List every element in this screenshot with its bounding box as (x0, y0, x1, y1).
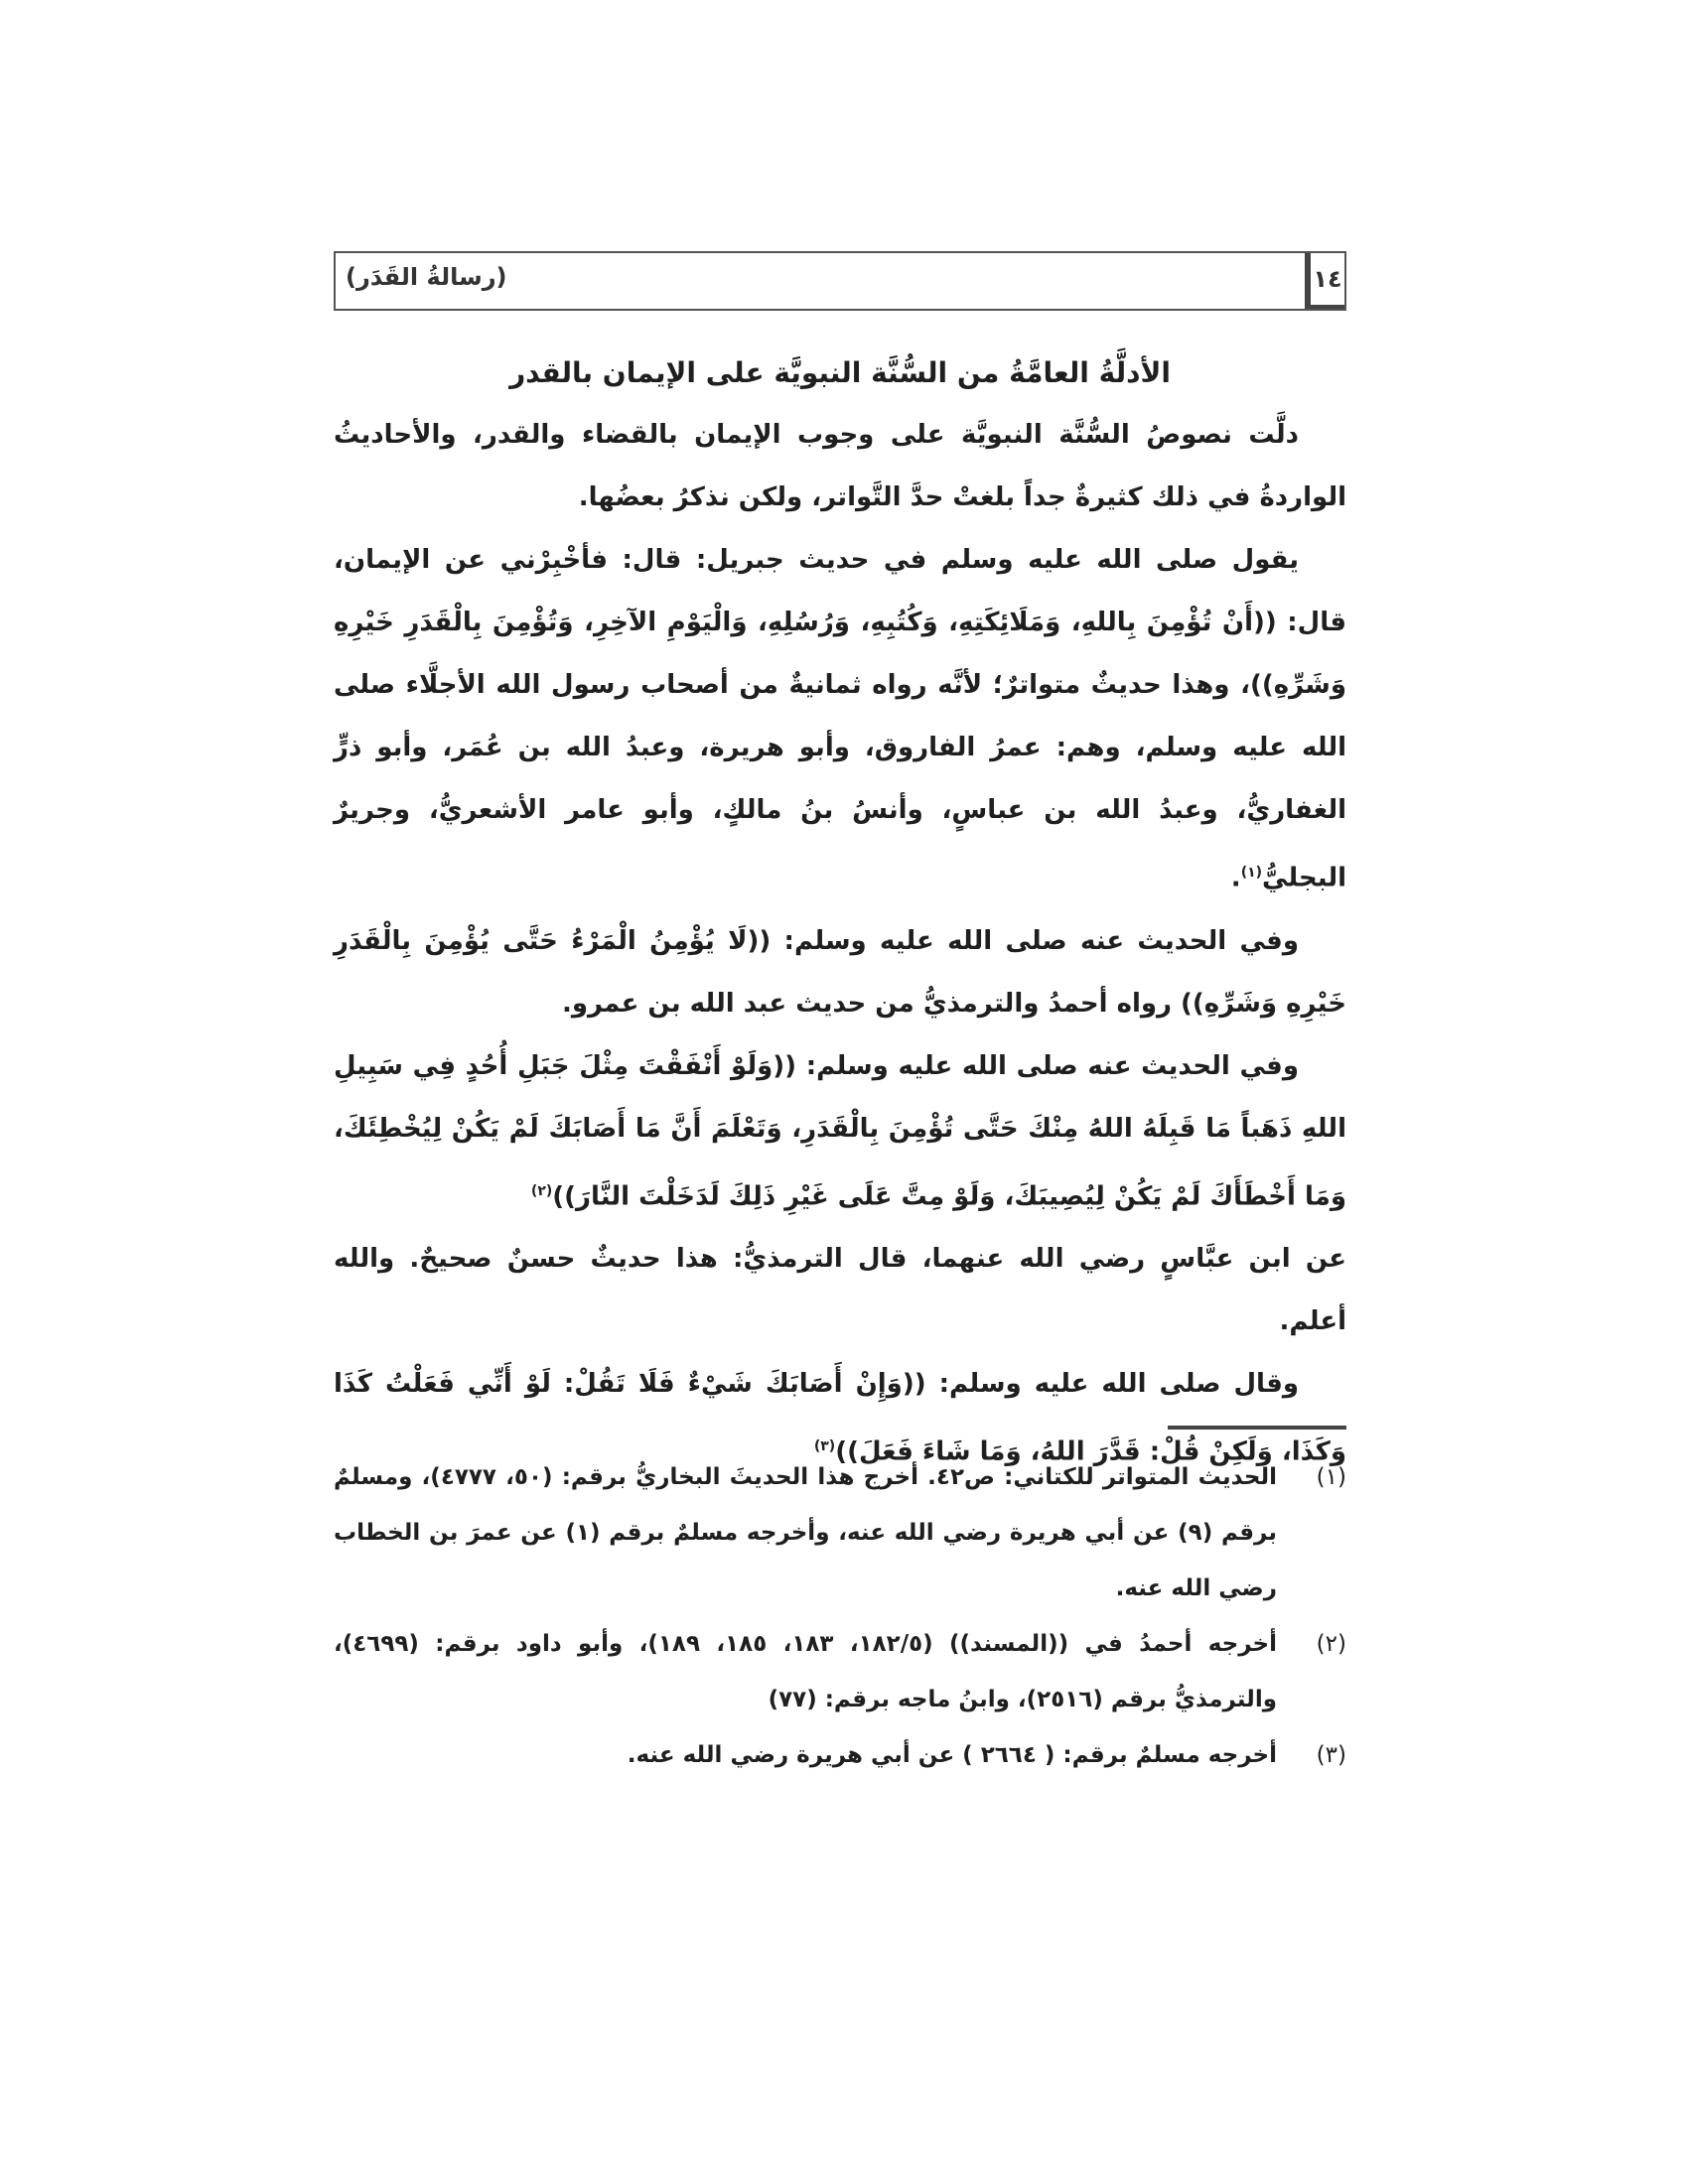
footnote-text: أخرجه أحمدُ في ((المسند)) (١٨٢/٥، ١٨٣، ١٨٥، ١٨٩)، وأبو داود برقم: (٤٦٩٩)، والترمذيُّ برقم (٢٥١٦)، وابنُ ماجه برقم: (٧٧) (334, 1631, 1277, 1712)
footnote-number: (٢) (1316, 1631, 1346, 1657)
footnote-marker[interactable]: (١) (1240, 865, 1263, 881)
punctuation: . (1230, 863, 1241, 893)
paragraph (334, 1228, 1346, 1353)
footnote-marker[interactable]: (٣) (813, 1438, 836, 1455)
paragraph-text: يقول صلى الله عليه وسلم في حديث جبريل: قال: فأخْبِرْني عن الإيمان، قال: ((أَنْ تُؤْمِنَ بِاللهِ، وَمَلَائِكَتِهِ، وَكُتُبِهِ، وَرُسُلِهِ، وَالْيَوْمِ الآخِرِ، وَتُؤْمِنَ بِالْقَدَرِ خَيْرِهِ وَشَرِّهِ))، وهذا حديثٌ متواترٌ؛ لأنَّه رواه ثمانيةٌ من أصحاب رسول الله الأجلَّاء صلى الله عليه وسلم، وهم: عمرُ الفاروق، وأبو هريرة، وعبدُ الله بن عُمَر، وأبو ذرٍّ الغفاريُّ، وعبدُ الله بن عباسٍ، وأنسُ بنُ مالكٍ، وأبو عامر الأشعريُّ، وجريرٌ البجليُّ (334, 545, 1346, 893)
footnote-number: (١) (1316, 1464, 1346, 1490)
main-content (334, 342, 1346, 1484)
page-number: ١٤ (1305, 253, 1344, 309)
footnotes (334, 1449, 1346, 1783)
footnote-text: الحديث المتواتر للكتاني: ص٤٢. أخرج هذا الحديثَ البخاريُّ برقم: (٥٠، ٤٧٧٧)، ومسلمٌ برقم (٩) عن أبي هريرة رضي الله عنه، وأخرجه مسلمٌ برقم (١) عن عمرَ بن الخطاب رضي الله عنه. (334, 1464, 1277, 1601)
paragraph-text: دلَّت نصوصُ السُّنَّة النبويَّة على وجوب الإيمان بالقضاء والقدر، والأحاديثُ الواردةُ في ذلك كثيرةٌ جداً بلغتْ حدَّ التَّواتر، ولكن نذكرُ بعضُها. (334, 420, 1346, 512)
footnote-divider (1168, 1426, 1346, 1430)
paragraph (334, 1035, 1346, 1229)
footnote-item (334, 1727, 1346, 1783)
footnote-item (334, 1449, 1346, 1616)
footnote-number: (٣) (1316, 1742, 1346, 1768)
paragraph (334, 910, 1346, 1035)
section-title: الأدلَّةُ العامَّةُ من السُّنَّة النبويَّة على الإيمان بالقدر (509, 356, 1171, 389)
paragraph-text: عن ابن عبَّاسٍ رضي الله عنهما، قال الترمذيُّ: هذا حديثٌ حسنٌ صحيحٌ. والله أعلم. (334, 1244, 1346, 1337)
paragraph-text: وفي الحديث عنه صلى الله عليه وسلم: ((لَا يُؤْمِنُ الْمَرْءُ حَتَّى يُؤْمِنَ بِالْقَدَرِ خَيْرِهِ وَشَرِّهِ)) رواه أحمدُ والترمذيُّ من حديث عبد الله بن عمرو. (334, 925, 1346, 1019)
paragraph (334, 529, 1346, 910)
page-header (334, 251, 1346, 311)
paragraph-text: وقال صلى الله عليه وسلم: ((وَإِنْ أَصَابَكَ شَيْءٌ فَلَا تَقُلْ: لَوْ أَنِّي فَعَلْتُ كَذَا وَكَذَا، وَلَكِنْ قُلْ: قَدَّرَ اللهُ، وَمَا شَاءَ فَعَلَ)) (334, 1369, 1346, 1467)
footnote-text: أخرجه مسلمٌ برقم: ( ٢٦٦٤ ) عن أبي هريرة رضي الله عنه. (627, 1742, 1277, 1768)
footnote-item (334, 1616, 1346, 1727)
footnote-marker[interactable]: (٢) (530, 1182, 553, 1199)
running-title: (رسالةُ القَدَر) (346, 263, 507, 291)
paragraph-text: وفي الحديث عنه صلى الله عليه وسلم: ((وَلَوْ أَنْفَقْتَ مِثْلَ جَبَلِ أُحُدٍ فِي سَبِيلِ اللهِ ذَهَباً مَا قَبِلَهُ اللهُ مِنْكَ حَتَّى تُؤْمِنَ بِالْقَدَرِ، وَتَعْلَمَ أَنَّ مَا أَصَابَكَ لَمْ يَكُنْ لِيُخْطِئَكَ، وَمَا أَخْطَأَكَ لَمْ يَكُنْ لِيُصِيبَكَ، وَلَوْ مِتَّ عَلَى غَيْرِ ذَلِكَ لَدَخَلْتَ النَّارَ)) (334, 1050, 1346, 1212)
paragraph (334, 404, 1346, 529)
